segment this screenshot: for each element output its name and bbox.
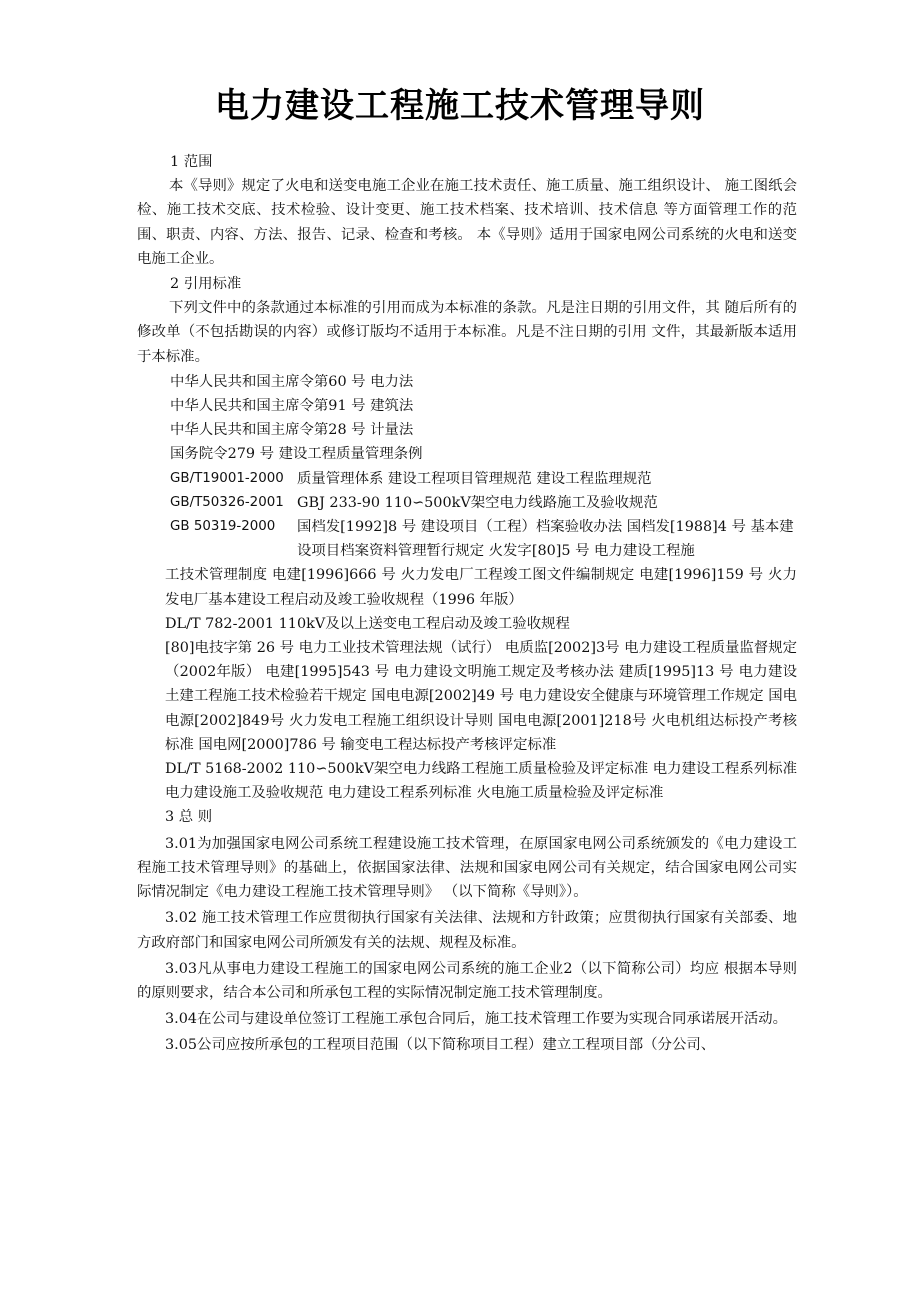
clause — [137, 957, 797, 1005]
law-reference: 中华人民共和国主席令第60 号 电力法 — [170, 373, 414, 390]
reference-block: DL/T 782-2001 110kV及以上送变电工程启动及竣工验收规程 — [165, 615, 570, 632]
law-reference: 国务院令279 号 建设工程质量管理条例 — [170, 446, 423, 463]
paragraph: 下列文件中的条款通过本标准的引用而成为本标准的条款。凡是注日期的引用文件，其 随后所有的修改单（不包括勘误的内容）或修订版均不适用于本标准。凡是不注日期的引用 文件，其最新版本适用于本标准。 — [137, 300, 797, 365]
paragraph: 本《导则》规定了火电和送变电施工企业在施工技术责任、施工质量、施工组织设计、 施工图纸会检、施工技术交底、技术检验、设计变更、施工技术档案、技术培训、技术信息 等方面管理工作的范围、职责、内容、方法、报告、记录、检查和考核。 本《导则》适用于国家电网公司系统的火电和送变电施工企业。 — [137, 178, 797, 267]
standard-reference — [137, 515, 797, 563]
standard-text: 质量管理体系 建设工程项目管理规范 建设工程监理规范 — [297, 470, 652, 487]
law-reference: 中华人民共和国主席令第91 号 建筑法 — [170, 398, 414, 415]
standard-code: GB/T50326-2001 — [170, 494, 284, 510]
reference-block: [80]电技字第 26 号 电力工业技术管理法规（试行） 电质监[2002]3号 电力建设工程质量监督规定（2002年版） 电建[1995]543 号 电力建设文明施工规定及考核办法 建质[1995]13 号 电力建设土建工程施工技术检验若干规定 国电电源[2002]49 号 电力建设安全健康与环境管理工作规定 国电电源[2002]849号 火力发电工程施工组织设计导则 国电电源[2001]218号 火电机组达标投产考核标准 国电网[2000]786 号 输变电工程达标投产考核评定标准 — [165, 640, 797, 753]
section-heading-scope: 1 范围 — [170, 154, 213, 170]
section-heading-references: 2 引用标准 — [170, 276, 242, 293]
clause-number: 3.05 — [165, 1037, 198, 1054]
standard-code: GB/T19001-2000 — [170, 470, 284, 486]
section-heading-general: 3 总 则 — [165, 809, 213, 826]
reference-block: DL/T 5168-2002 110∽500kV架空电力线路工程施工质量检验及评定标准 电力建设工程系列标准 电力建设施工及验收规范 电力建设工程系列标准 火电施工质量检验及评定标准 — [165, 761, 797, 802]
clause-text: 施工技术管理工作应贯彻执行国家有关法律、法规和方针政策；应贯彻执行国家有关部委、地方政府部门和国家电网公司所颁发有关的法规、规程及标准。 — [137, 910, 797, 951]
clause — [137, 906, 797, 954]
clause — [137, 1007, 797, 1031]
law-reference: 中华人民共和国主席令第28 号 计量法 — [170, 422, 414, 439]
standard-reference — [137, 491, 797, 515]
clause-number: 3.01 — [165, 835, 198, 852]
reference-block: 工技术管理制度 电建[1996]666 号 火力发电厂工程竣工图文件编制规定 电建[1996]159 号 火力发电厂基本建设工程启动及竣工验收规程（1996 年版） — [165, 567, 797, 608]
clause-text: 为加强国家电网公司系统工程建设施工技术管理，在原国家电网公司系统颁发的《电力建设工程施工技术管理导则》的基础上，依据国家法律、法规和国家电网公司有关规定，结合国家电网公司实际情况制定《电力建设工程施工技术管理导则》 （以下简称《导则》）。 — [137, 835, 797, 901]
document-title: 电力建设工程施工技术管理导则 — [215, 86, 705, 126]
clause-text: 在公司与建设单位签订工程施工承包合同后，施工技术管理工作要为实现合同承诺展开活动。 — [197, 1011, 788, 1028]
clause-text: 凡从事电力建设工程施工的国家电网公司系统的施工企业2（以下简称公司）均应 根据本导则的原则要求，结合本公司和所承包工程的实际情况制定施工技术管理制度。 — [137, 960, 797, 1001]
clause-text: 公司应按所承包的工程项目范围（以下简称项目工程）建立工程项目部（分公司、 — [197, 1037, 716, 1054]
document-body — [137, 150, 797, 1058]
clause — [137, 832, 797, 905]
standard-text: 国档发[1992]8 号 建设项目（工程）档案验收办法 国档发[1988]4 号 基本建设项目档案资料管理暂行规定 火发字[80]5 号 电力建设工程施 — [297, 519, 794, 560]
standard-code: GB 50319-2000 — [170, 519, 276, 535]
clause-number: 3.04 — [165, 1011, 198, 1028]
clause-number: 3.02 — [165, 910, 198, 927]
clause-number: 3.03 — [165, 960, 198, 977]
clause — [137, 1033, 797, 1057]
standard-text: GBJ 233-90 110∽500kV架空电力线路施工及验收规范 — [297, 494, 658, 511]
standard-reference — [137, 467, 797, 491]
